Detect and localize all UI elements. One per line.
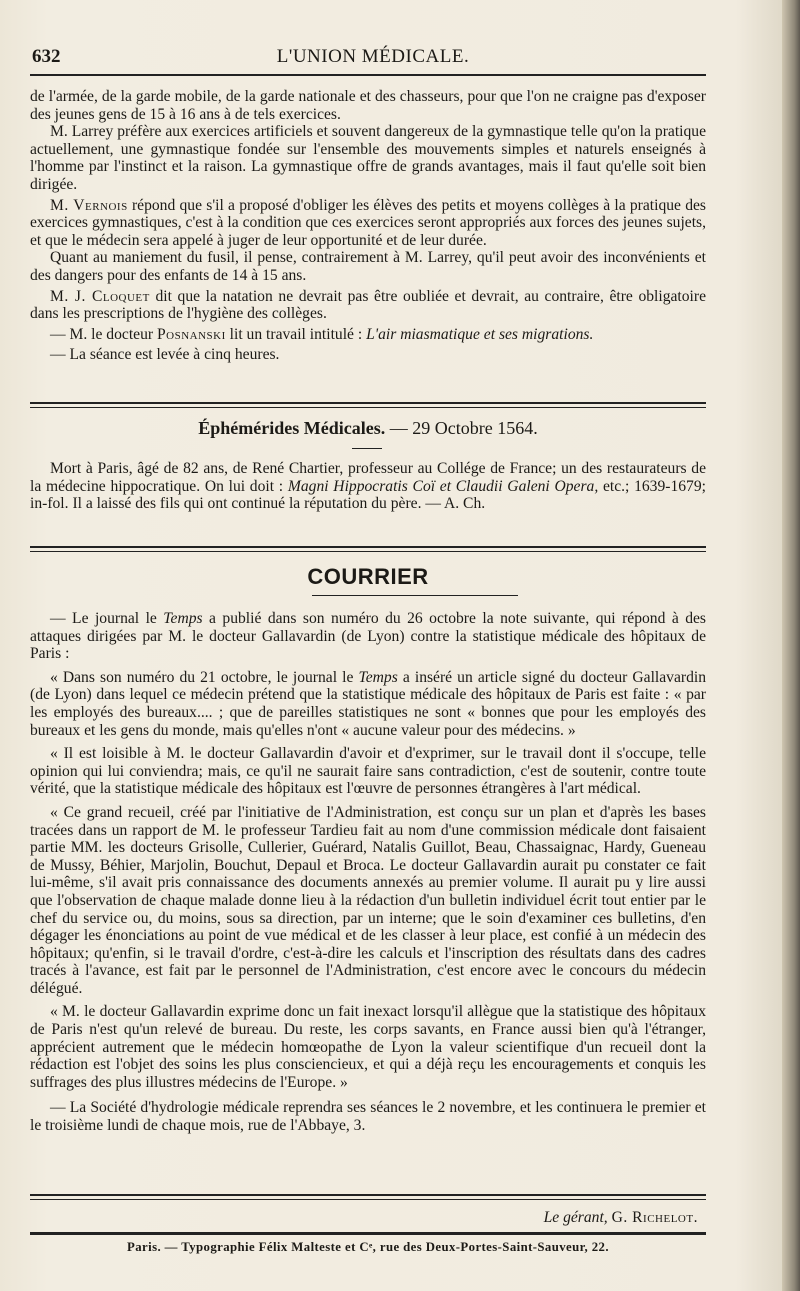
printer-imprint: Paris. — Typographie Félix Malteste et Cᵉ, rue des Deux-Portes-Saint-Sauveur, 22. <box>127 1240 609 1254</box>
speaker-name: M. J. Cloquet <box>50 287 150 305</box>
intro-paragraph: M. Larrey préfère aux exercices artificiels et souvent dangereux de la gymnastique telle qu'on la pratique actuellement, une gymnastique fondée sur l'ensemble des mouvements simples et naturels enseignés à l'homme par l'instinct et la raison. La gymnastique offre de grands avantages, mais il faut qu'elle soit bien dirigée. <box>30 123 706 193</box>
running-head: L'UNION MÉDICALE. <box>276 46 470 67</box>
courrier-body <box>30 610 706 1135</box>
section-rule <box>30 546 706 548</box>
courrier-title: COURRIER <box>307 564 429 589</box>
ephemerides-paragraph: Mort à Paris, âgé de 82 ans, de René Chartier, professeur au Collége de France; un des restaurateurs de la médecine hippocratique. On lui doit : Magni Hippocratis Coï et Claudii Galeni Opera, etc.; 1639-1679; in-fol. Il a laissé des fils qui ont continué la réputation du père. — A. Ch. <box>30 460 706 513</box>
page-binding-edge <box>782 0 800 1291</box>
ephemerides-title: Éphémérides Médicales. — 29 Octobre 1564. <box>198 418 538 438</box>
speaker-name: Posnanski <box>156 325 226 343</box>
imprint-rule <box>30 1232 706 1235</box>
footer-rule <box>30 1194 706 1196</box>
intro-paragraph: M. Vernois répond que s'il a proposé d'obliger les élèves des petits et moyens collèges à la pratique des exercices gymnastiques, c'est à la condition que ces exercices seront appropriés aux forces des jeunes sujets, et que le médecin sera appelé à juger de leur opportunité et de leur durée. <box>30 196 706 249</box>
courrier-paragraph: — La Société d'hydrologie médicale reprendra ses séances le 2 novembre, et les continuera le premier et le troisième lundi de chaque mois, rue de l'Abbaye, 3. <box>30 1099 706 1135</box>
section-rule <box>30 551 706 552</box>
work-title: L'air miasmatique et ses migrations. <box>366 325 594 343</box>
courrier-paragraph: « Dans son numéro du 21 octobre, le journal le Temps a inséré un article signé du docteur Gallavardin (de Lyon) dans lequel ce médecin prétend que la statistique médicale des hôpitaux de Paris est faite : « par les employés des bureaux.... ; que de pareilles statistiques ne sont « bonnes que pour les employés des bureaux et les gens du monde, mais qu'elles n'ont « aucune valeur pour des médecins. » <box>30 668 707 739</box>
signature: Le gérant, G. Richelot. <box>543 1209 698 1226</box>
speaker-name: M. Vernois <box>50 196 128 214</box>
intro-paragraph: — La séance est levée à cinq heures. <box>50 346 280 364</box>
intro-paragraph: — M. le docteur Posnanski lit un travail intitulé : L'air miasmatique et ses migrations. <box>50 325 594 343</box>
courrier-paragraph: « Il est loisible à M. le docteur Gallavardin d'avoir et d'exprimer, sur le travail dont il s'occupe, telle opinion qui lui conviendra; mais, ce qu'il ne saurait faire sans contradiction, c'est de soutenir, contre toute vérité, que la statistique médicale des hôpitaux est l'œuvre de personnes étrangères à l'art médical. <box>30 745 706 798</box>
intro-paragraph: Quant au maniement du fusil, il pense, contrairement à M. Larrey, qu'il peut avoir des inconvénients et des dangers pour des enfants de 14 à 15 ans. <box>30 249 706 284</box>
courrier-paragraph: « M. le docteur Gallavardin exprime donc un fait inexact lorsqu'il allègue que la statistique des hôpitaux de Paris n'est qu'un relevé de bureau. Du reste, les corps savants, en France aussi bien qu'à l'étranger, apprécient autrement que le médecin homœopathe de Lyon la valeur scientifique d'un recueil dont la rédaction est l'objet des soins les plus consciencieux, et qui a déjà reçu les encouragements et conquis les suffrages des plus illustres médecins de l'Europe. » <box>30 1003 706 1091</box>
title-underline <box>352 448 382 449</box>
section-rule <box>30 407 706 408</box>
page-number: 632 <box>32 46 61 67</box>
intro-section <box>30 88 706 364</box>
ephemerides-body <box>30 460 706 513</box>
header-rule <box>30 74 706 76</box>
courrier-paragraph: « Ce grand recueil, créé par l'initiative de l'Administration, est conçu sur un plan et d'après les bases tracées dans un rapport de M. le professeur Tardieu fait au nom d'une commission médicale dont faisaient partie MM. les docteurs Grisolle, Cullerier, Guérard, Natalis Guillot, Beau, Chassaignac, Hardy, Gueneau de Mussy, Béhier, Marjolin, Bouchut, Depaul et Broca. Le docteur Gallavardin aurait pu constater ce fait lui-même, s'il avait pris connaissance des documents annexés au premier volume. Il aurait pu y lire aussi que l'observation de chaque malade donne lieu à la rédaction d'un bulletin individuel écrit tout entier par le chef du service ou, du moins, sous sa direction, par un interne; que le soin d'examiner ces bulletins, d'en dégager les énonciations au point de vue médical et de les classer à leur place, est confié à un médecin des hôpitaux; qu'enfin, si le travail d'ordre, c'est-à-dire les calculs et l'inscription des résultats dans des cadres tracés à l'avance, est fait par le personnel de l'Administration, c'est encore avec le concours du médecin délégué. <box>30 803 706 997</box>
courrier-paragraph: — Le journal le Temps a publié dans son numéro du 26 octobre la note suivante, qui répond à des attaques dirigées par M. le docteur Gallavardin (de Lyon) contre la statistique médicale des hôpitaux de Paris : <box>30 610 706 663</box>
title-underline <box>312 595 518 596</box>
footer-rule <box>30 1199 706 1200</box>
page-header <box>30 40 716 70</box>
intro-paragraph: M. J. Cloquet dit que la natation ne devrait pas être oubliée et devrait, au contraire, être obligatoire dans les prescriptions de l'hygiène des collèges. <box>30 287 706 323</box>
intro-paragraph: de l'armée, de la garde mobile, de la garde nationale et des chasseurs, pour que l'on ne craigne pas d'exposer des jeunes gens de 15 à 16 ans à de tels exercices. <box>30 88 706 123</box>
section-rule <box>30 402 706 404</box>
